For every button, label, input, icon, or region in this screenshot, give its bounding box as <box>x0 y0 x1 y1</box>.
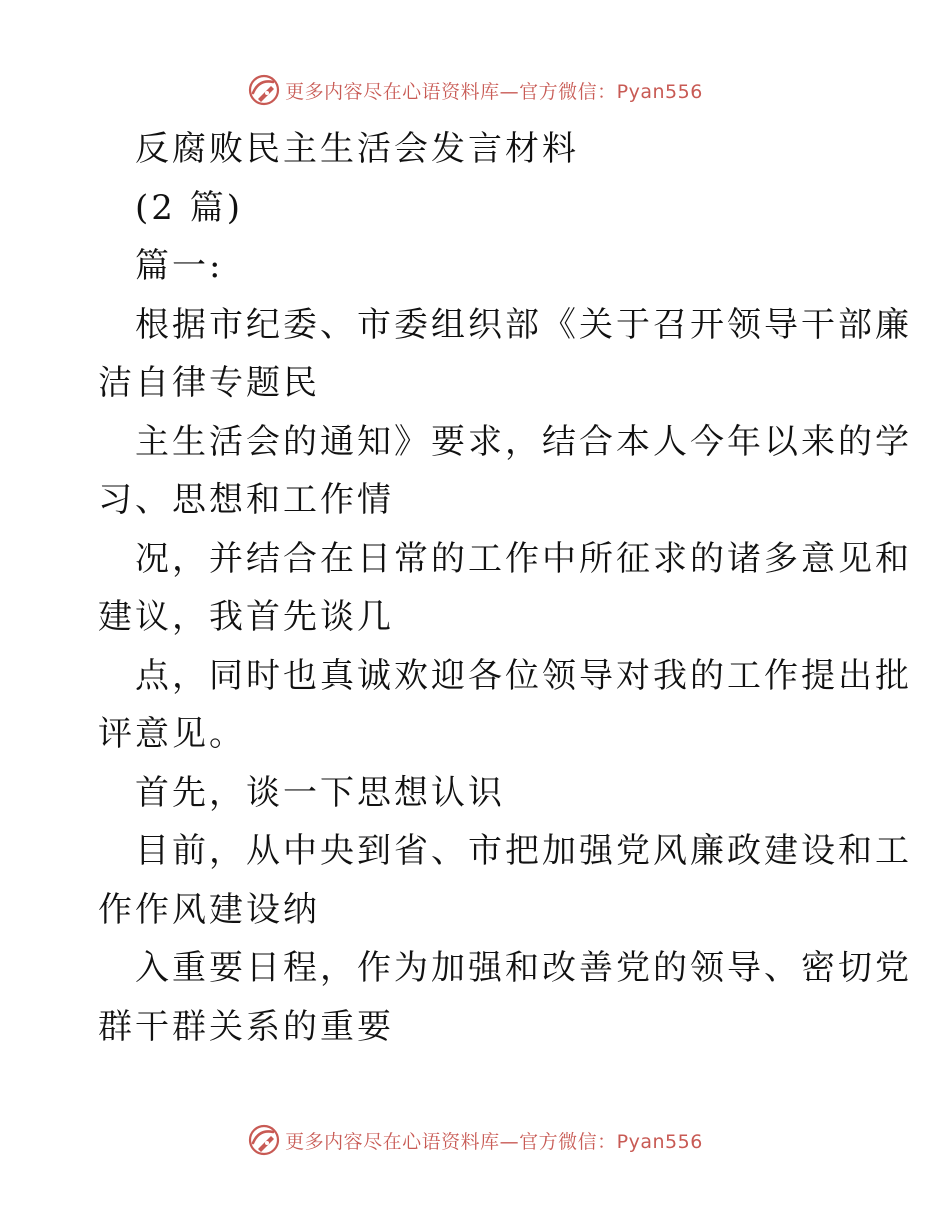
document-body <box>98 120 912 1056</box>
paragraph-line: 入重要日程，作为加强和改善党的领导、密切党 <box>135 948 912 988</box>
footer-banner-text: 更多内容尽在心语资料库—官方微信：Pyan556 <box>285 1130 703 1153</box>
section-heading: 篇一: <box>135 246 224 286</box>
pen-logo-icon <box>247 1123 281 1157</box>
paragraph-line: 根据市纪委、市委组织部《关于召开领导干部廉 <box>135 304 912 345</box>
paragraph-line: 目前，从中央到省、市把加强党风廉政建设和工 <box>135 831 912 871</box>
paragraph-line: 评意见。 <box>98 714 246 754</box>
document-subtitle: (2 篇) <box>135 187 243 228</box>
document-title: 反腐败民主生活会发言材料 <box>135 129 579 169</box>
paragraph-line: 建议，我首先谈几 <box>98 597 394 637</box>
paragraph-line: 作作风建设纳 <box>98 889 320 930</box>
paragraph-line: 况，并结合在日常的工作中所征求的诸多意见和 <box>135 538 912 579</box>
pen-logo-icon <box>247 73 281 107</box>
paragraph-line: 首先，谈一下思想认识 <box>135 772 505 813</box>
paragraph-line: 群干群关系的重要 <box>98 1006 394 1047</box>
header-banner <box>0 70 950 110</box>
paragraph-line: 点，同时也真诚欢迎各位领导对我的工作提出批 <box>135 655 912 696</box>
paragraph-line: 洁自律专题民 <box>98 363 320 403</box>
paragraph-line: 习、思想和工作情 <box>98 480 394 520</box>
header-banner-text: 更多内容尽在心语资料库—官方微信：Pyan556 <box>285 80 703 103</box>
footer-banner <box>0 1120 950 1160</box>
paragraph-line: 主生活会的通知》要求，结合本人今年以来的学 <box>135 421 912 462</box>
